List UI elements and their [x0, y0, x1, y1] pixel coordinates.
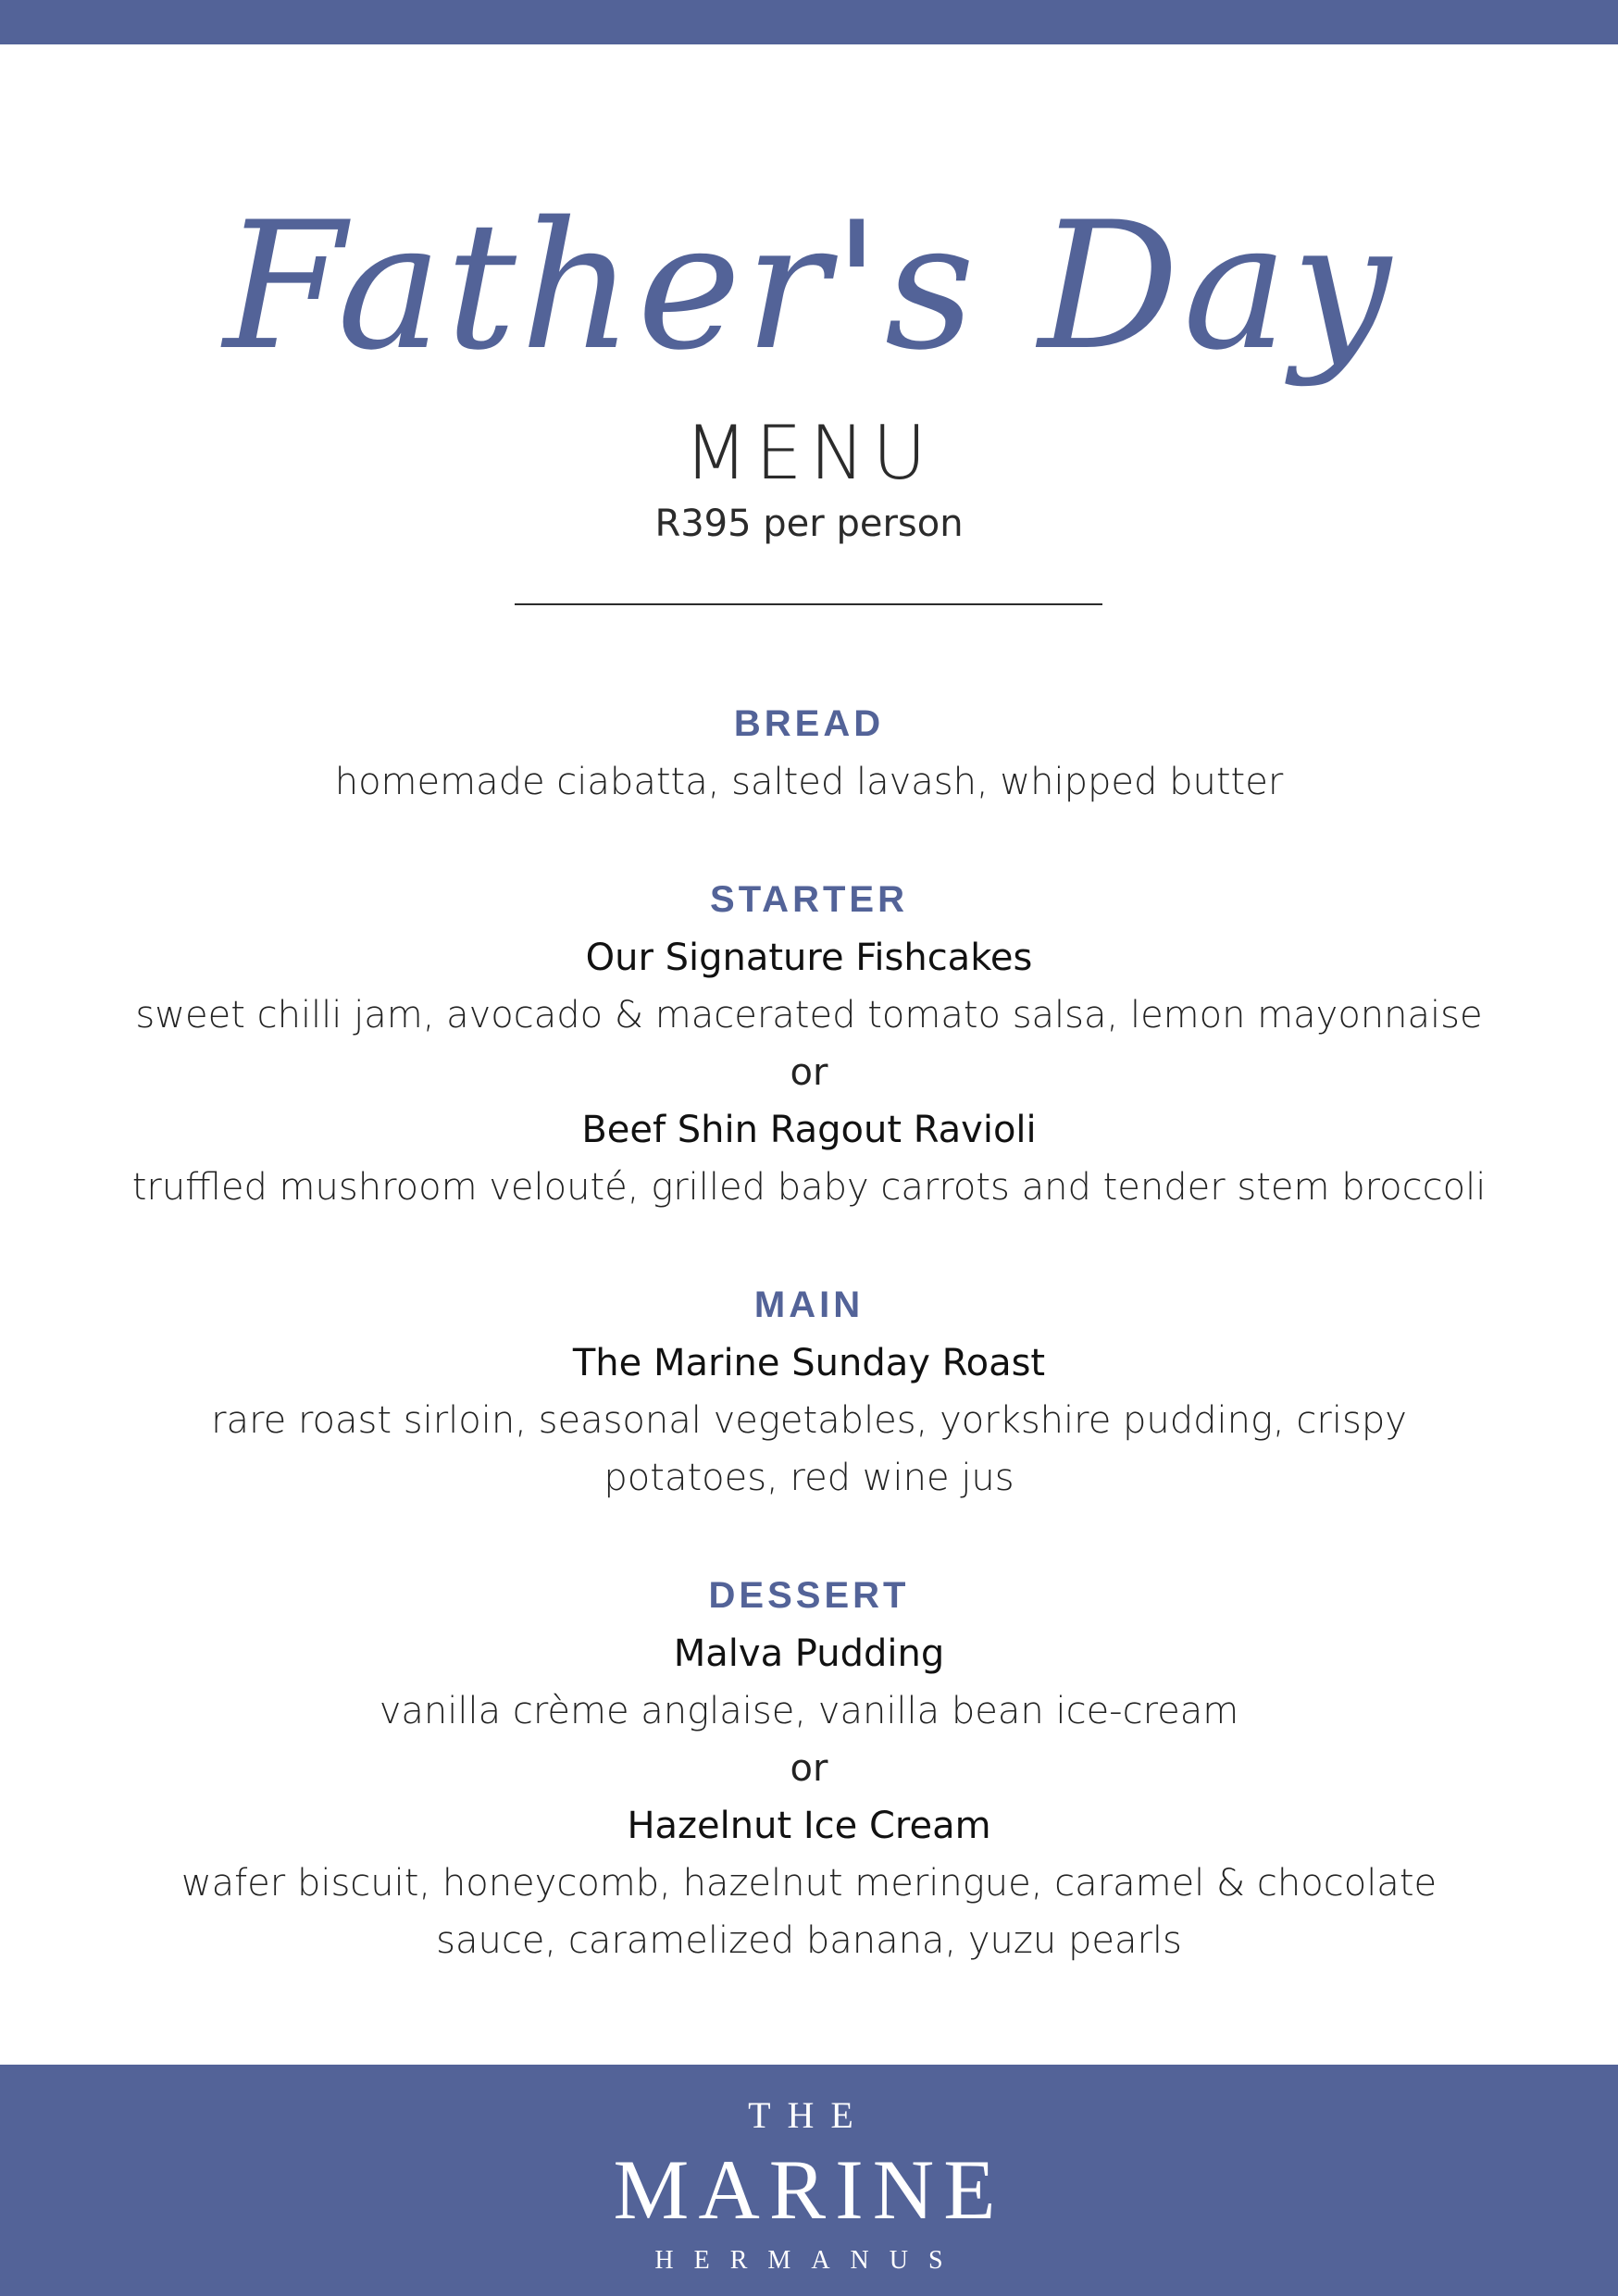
section-title: STARTER [710, 879, 908, 920]
dish-description: vanilla crème anglaise, vanilla bean ice-cream [379, 1690, 1239, 1732]
dish-description: wafer biscuit, honeycomb, hazelnut meringue, caramel & chocolate sauce, caramelized banana, yuzu pearls [180, 1862, 1438, 1962]
top-accent-bar [0, 0, 1618, 44]
dish-description: homemade ciabatta, salted lavash, whipped butter [334, 761, 1284, 803]
script-title [0, 185, 1618, 444]
section-title: MAIN [753, 1285, 865, 1325]
section-starter [0, 870, 1618, 1216]
footer-band [0, 2065, 1618, 2296]
menu-label: MENU [684, 410, 934, 496]
section-title: BREAD [733, 703, 885, 744]
menu-sections [0, 694, 1618, 2029]
dish-description: sweet chilli jam, avocado & macerated tomato salsa, lemon mayonnaise [135, 994, 1483, 1036]
dish-name: Beef Shin Ragout Ravioli [581, 1109, 1037, 1151]
logo-hermanus: HERMANUS [654, 2246, 964, 2275]
dish-name: Malva Pudding [673, 1632, 945, 1675]
logo-the: THE [748, 2094, 870, 2136]
logo-marine: MARINE [613, 2142, 1005, 2237]
or-separator: or [790, 1747, 828, 1790]
script-title-text: Father's Day [223, 185, 1395, 389]
section-bread [0, 694, 1618, 811]
dish-name: Hazelnut Ice Cream [627, 1805, 991, 1847]
dish-name: The Marine Sunday Roast [572, 1342, 1046, 1384]
dish-description: rare roast sirloin, seasonal vegetables, yorkshire pudding, crispy potatoes, red wine jus [211, 1399, 1407, 1499]
section-dessert [0, 1566, 1618, 1969]
section-main [0, 1275, 1618, 1507]
price-per-person: R395 per person [654, 503, 964, 545]
section-title: DESSERT [708, 1575, 910, 1616]
dish-description: truffled mushroom velouté, grilled baby carrots and tender stem broccoli [131, 1166, 1487, 1209]
divider [515, 603, 1102, 605]
dish-name: Our Signature Fishcakes [585, 937, 1033, 979]
or-separator: or [790, 1051, 828, 1094]
